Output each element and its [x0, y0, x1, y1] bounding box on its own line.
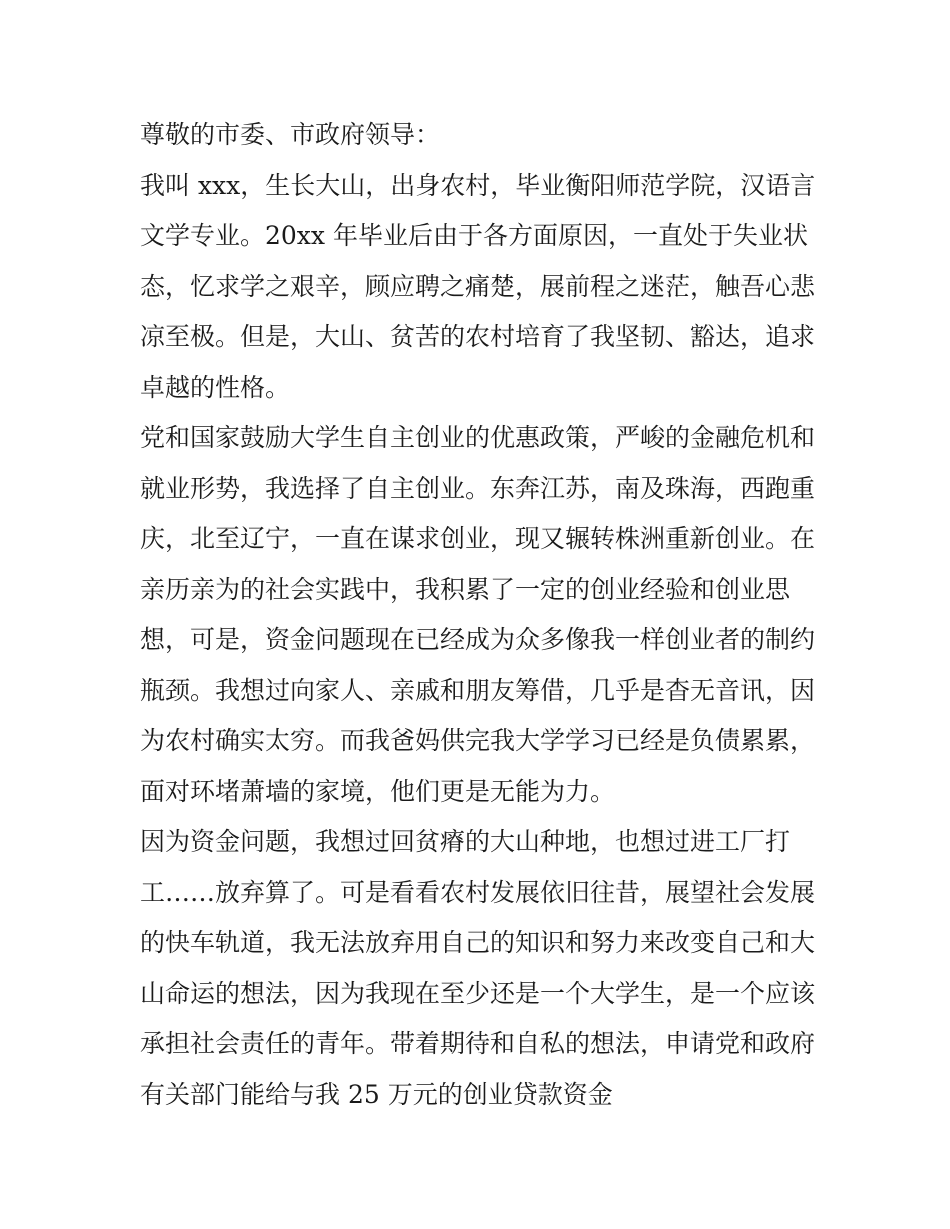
- text-line: 承担社会责任的青年。带着期待和自私的想法，申请党和政府: [140, 1029, 816, 1058]
- text-line: 卓越的性格。: [140, 372, 291, 402]
- text-line: 山命运的想法，因为我现在至少还是一个大学生，是一个应该: [140, 978, 816, 1008]
- text-line: 就业形势，我选择了自主创业。东奔江苏，南及珠海，西跑重: [140, 473, 816, 503]
- text-line: 有关部门能给与我 25 万元的创业贷款资金: [140, 1079, 613, 1109]
- text-line: 瓶颈。我想过向家人、亲戚和朋友筹借，几乎是杳无音讯，因: [140, 675, 816, 705]
- text-line: 我叫 xxx，生长大山，出身农村，毕业衡阳师范学院，汉语言: [140, 170, 816, 200]
- text-line: 想，可是，资金问题现在已经成为众多像我一样创业者的制约: [140, 625, 816, 654]
- text-line: 庆，北至辽宁，一直在谋求创业，现又辗转株洲重新创业。在: [140, 524, 816, 553]
- text-line: 亲历亲为的社会实践中，我积累了一定的创业经验和创业思: [140, 574, 791, 604]
- text-line: 为农村确实太穷。而我爸妈供完我大学学习已经是负债累累，: [140, 726, 816, 755]
- text-line: 因为资金问题，我想过回贫瘠的大山种地，也想过进工厂打: [140, 827, 791, 856]
- salutation-line: 尊敬的市委、市政府领导：: [140, 120, 441, 149]
- text-line: 凉至极。但是，大山、贫苦的农村培育了我坚韧、豁达，追求: [140, 322, 816, 351]
- text-line: 党和国家鼓励大学生自主创业的优惠政策，严峻的金融危机和: [140, 423, 816, 452]
- text-line: 文学专业。20xx 年毕业后由于各方面原因，一直处于失业状: [140, 221, 808, 250]
- text-line: 的快车轨道，我无法放弃用自己的知识和努力来改变自己和大: [140, 928, 816, 957]
- text-line: 态，忆求学之艰辛，顾应聘之痛楚，展前程之迷茫，触吾心悲: [140, 271, 816, 301]
- text-line: 工……放弃算了。可是看看农村发展依旧往昔，展望社会发展: [140, 877, 816, 907]
- text-line: 面对环堵萧墙的家境，他们更是无能为力。: [140, 776, 616, 806]
- letter-body: [140, 110, 820, 1120]
